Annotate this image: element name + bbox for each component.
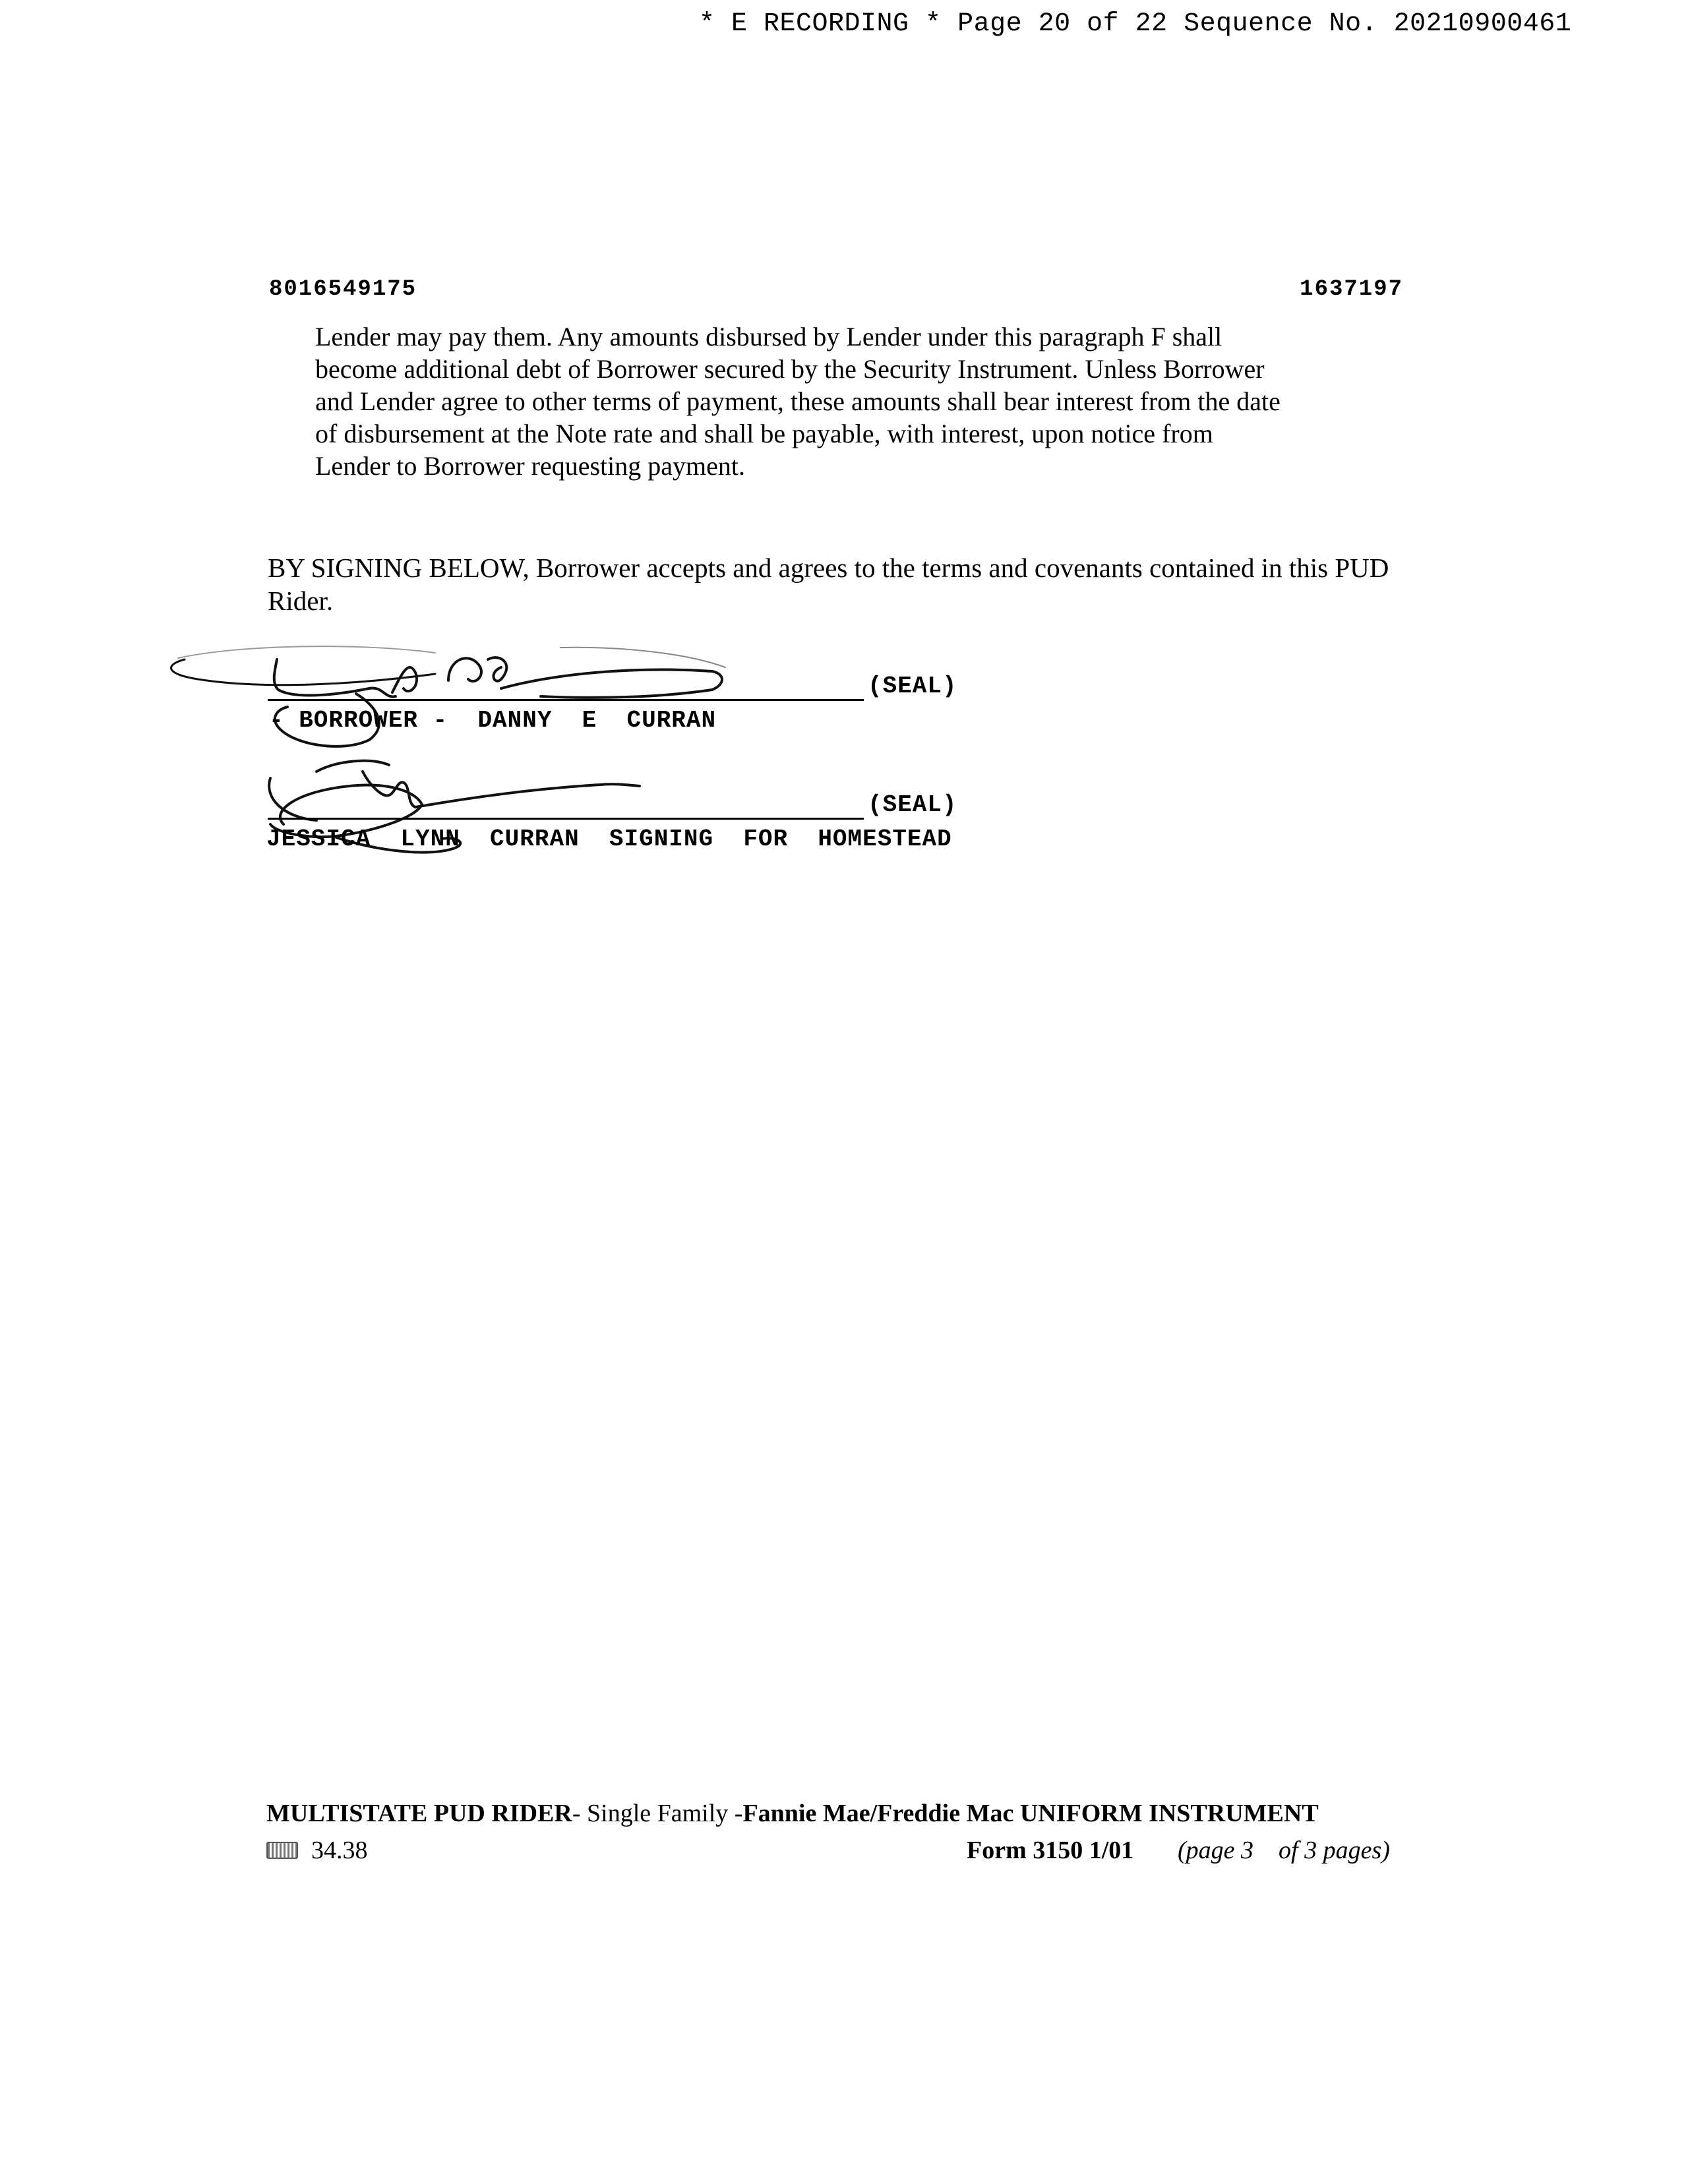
form-title <box>266 1799 1319 1828</box>
form-code-row <box>266 1836 368 1865</box>
seal-label: (SEAL) <box>868 673 957 700</box>
signature-line <box>268 699 864 701</box>
form-title-instrument: Fannie Mae/Freddie Mac UNIFORM INSTRUMENT <box>742 1800 1319 1827</box>
signature-line <box>268 818 864 820</box>
body-line: become additional debt of Borrower secured by the Security Instrument. Unless Borrower <box>315 354 1265 384</box>
form-number: Form 3150 1/01 <box>967 1836 1134 1864</box>
body-line: Lender may pay them. Any amounts disbursed by Lender under this paragraph F shall <box>315 322 1222 351</box>
body-line: of disbursement at the Note rate and shall be payable, with interest, upon notice from <box>315 419 1213 448</box>
handwritten-signature-2 <box>257 752 706 870</box>
form-title-main: MULTISTATE PUD RIDER <box>266 1800 572 1827</box>
loan-number: 8016549175 <box>269 277 417 302</box>
recording-header: * E RECORDING * Page 20 of 22 Sequence No. 20210900461 <box>699 9 1572 39</box>
body-line: and Lender agree to other terms of payment, these amounts shall bear interest from the date <box>315 386 1281 416</box>
form-title-type: - Single Family - <box>572 1800 743 1827</box>
body-paragraph <box>315 320 1356 482</box>
signer-name: JESSICA LYNN CURRAN SIGNING FOR HOMESTEAD <box>266 826 952 853</box>
form-code: 34.38 <box>311 1836 368 1864</box>
body-line: Lender to Borrower requesting payment. <box>315 451 746 481</box>
page-indicator: (page 3 of 3 pages) <box>1178 1836 1390 1864</box>
signer-name: - BORROWER - DANNY E CURRAN <box>269 707 717 734</box>
signing-statement: BY SIGNING BELOW, Borrower accepts and agrees to the terms and covenants contained in this PUD Rider. <box>268 553 1389 616</box>
min-number: 1637197 <box>1300 277 1403 302</box>
form-logo-icon <box>266 1842 298 1859</box>
seal-label: (SEAL) <box>868 791 957 818</box>
